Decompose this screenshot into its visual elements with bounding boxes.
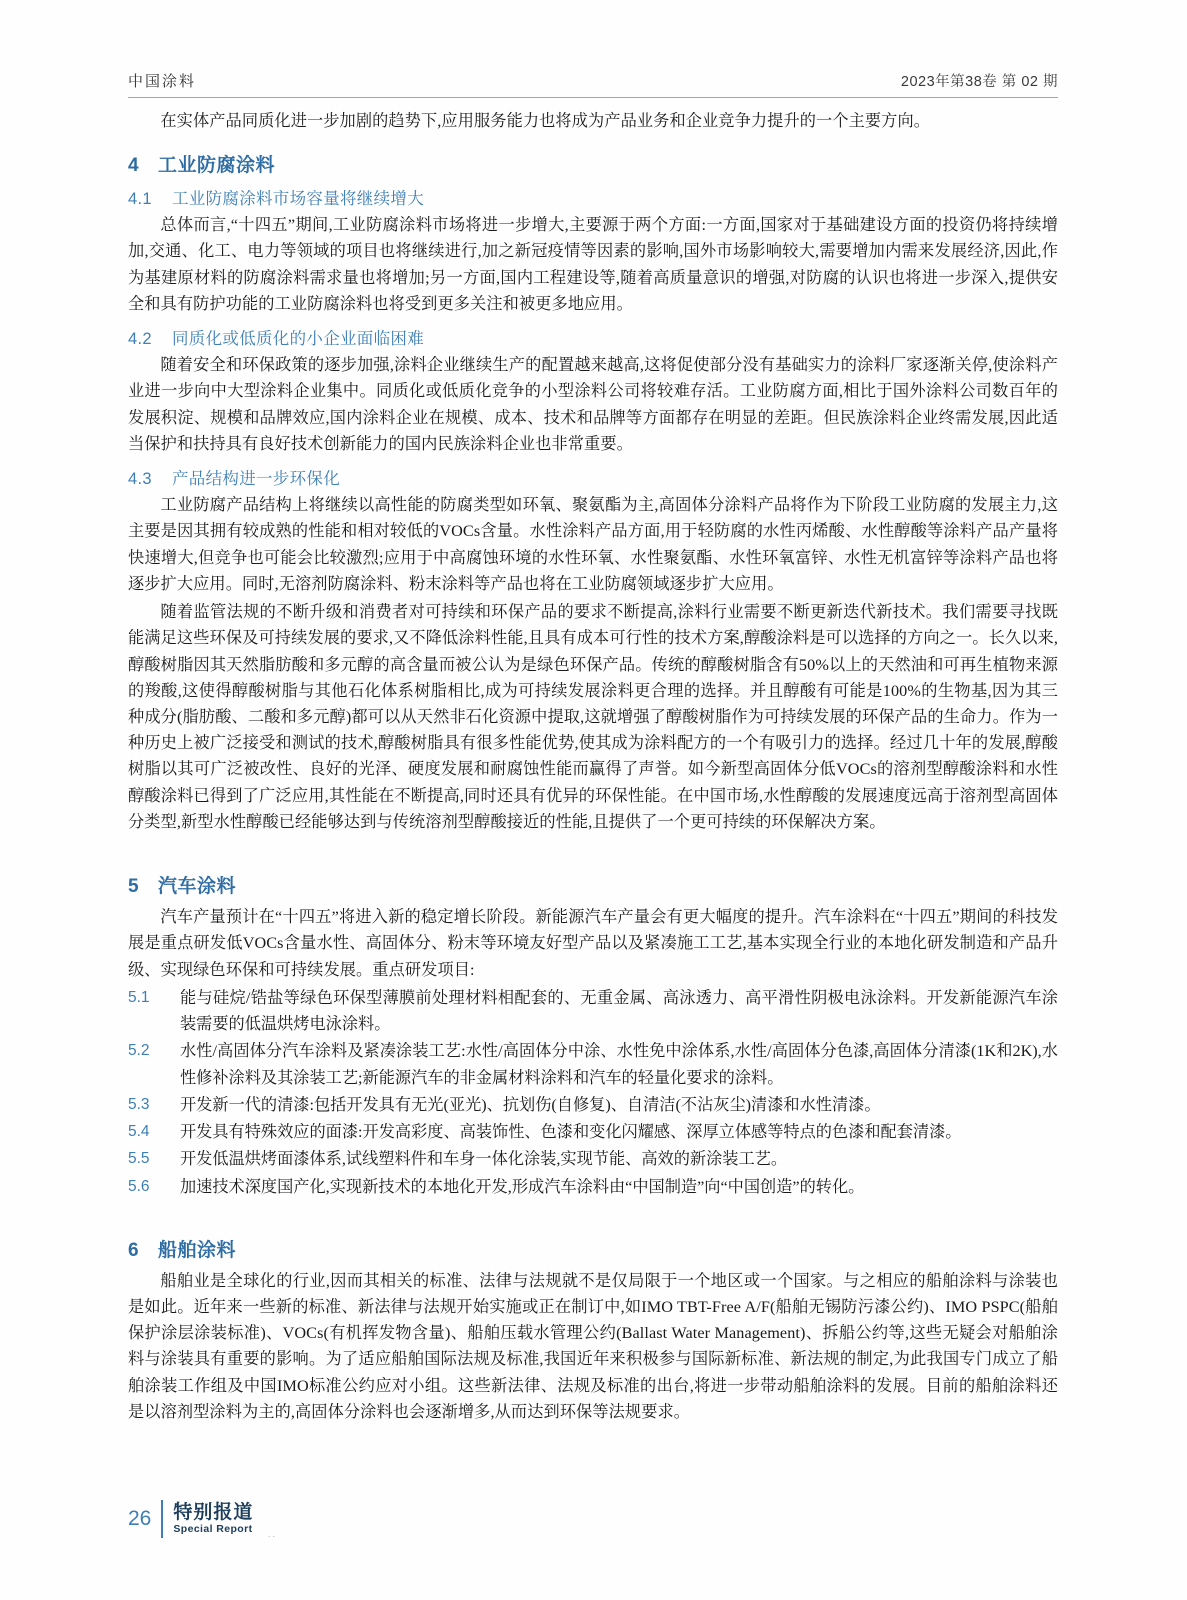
page-number: 26 <box>128 1507 152 1530</box>
list-item-text: 水性/高固体分汽车涂料及紧凑涂装工艺:水性/高固体分中涂、水性免中涂体系,水性/高固体分色漆,高固体分清漆(1K和2K),水性修补涂料及其涂装工艺;新能源汽车的非金属材料涂料和汽车的轻量化要求的涂料。 <box>180 1042 1058 1087</box>
header-rule <box>128 97 1058 98</box>
list-item-number: 5.4 <box>128 1123 150 1141</box>
intro-paragraph: 在实体产品同质化进一步加剧的趋势下,应用服务能力也将成为产品业务和企业竞争力提升的一个主要方向。 <box>160 112 931 130</box>
list-item <box>128 1038 1058 1090</box>
running-header <box>128 70 1058 97</box>
list-item-number: 5.2 <box>128 1042 150 1060</box>
section-number-5: 5 <box>128 876 140 898</box>
paragraph-4-3-1: 工业防腐产品结构上将继续以高性能的防腐类型如环氧、聚氨酯为主,高固体分涂料产品将作为下阶段工业防腐的发展主力,这主要是因其拥有较成熟的性能和相对较低的VOCs含量。水性涂料产品方面,用于轻防腐的水性丙烯酸、水性醇酸等涂料产品产量将快速增大,但竞争也可能会比较激烈;应用于中高腐蚀环境的水性环氧、水性聚氨酯、水性环氧富锌、水性无机富锌等涂料产品也将逐步扩大应用。同时,无溶剂防腐涂料、粉末涂料等产品也将在工业防腐领域逐步扩大应用。 <box>128 496 1058 593</box>
section-title-6: 船舶涂料 <box>158 1239 237 1261</box>
footer-section-en: Special Report <box>173 1522 253 1535</box>
subsection-title-4-3: 产品结构进一步环保化 <box>172 470 340 489</box>
list-item-number: 5.6 <box>128 1177 150 1195</box>
subsection-number-4-3: 4.3 <box>128 470 152 489</box>
list-item <box>128 985 1058 1037</box>
list-item-number: 5.1 <box>128 988 150 1006</box>
subsection-number-4-2: 4.2 <box>128 330 152 349</box>
section-title-4: 工业防腐涂料 <box>158 155 276 177</box>
footer-section-cn: 特别报道 <box>173 1502 254 1524</box>
section-title-5: 汽车涂料 <box>158 876 237 898</box>
list-item-text: 开发低温烘烤面漆体系,试线塑料件和车身一体化涂装,实现节能、高效的新涂装工艺。 <box>180 1150 788 1169</box>
subsection-heading-4-3 <box>128 465 1058 489</box>
paragraph-4-2-1: 随着安全和环保政策的逐步加强,涂料企业继续生产的配置越来越高,这将促使部分没有基础实力的涂料厂家逐渐关停,使涂料产业进一步向中大型涂料企业集中。同质化或低质化竞争的小型涂料公司将较难存活。工业防腐方面,相比于国外涂料公司数百年的发展积淀、规模和品牌效应,国内涂料企业在规模、成本、技术和品牌等方面都存在明显的差距。但民族涂料企业终需发展,因此适当保护和扶持具有良好技术创新能力的国内民族涂料企业也非常重要。 <box>128 356 1058 453</box>
paragraph-4-3-2: 随着监管法规的不断升级和消费者对可持续和环保产品的要求不断提高,涂料行业需要不断更新迭代新技术。我们需要寻找既能满足这些环保及可持续发展的要求,又不降低涂料性能,且具有成本可行性的技术方案,醇酸涂料是可以选择的方向之一。长久以来,醇酸树脂因其天然脂肪酸和多元醇的高含量而被公认为是绿色环保产品。传统的醇酸树脂含有50%以上的天然油和可再生植物来源的羧酸,这使得醇酸树脂与其他石化体系树脂相比,成为可持续发展涂料更合理的选择。并且醇酸有可能是100%的生物基,因为其三种成分(脂肪酸、二酸和多元醇)都可以从天然非石化资源中提取,这就增强了醇酸树脂作为可持续发展的环保产品的生命力。作为一种历史上被广泛接受和测试的技术,醇酸树脂具有很多性能优势,使其成为涂料配方的一个有吸引力的选择。经过几十年的发展,醇酸树脂以其可广泛被改性、良好的光泽、硬度发展和耐腐蚀性能而赢得了声誉。如今新型高固体分低VOCs的溶剂型醇酸涂料和水性醇酸涂料已得到了广泛应用,其性能在不断提高,同时还具有优异的环保性能。在中国市场,水性醇酸的发展速度远高于溶剂型高固体分类型,新型水性醇酸已经能够达到与传统溶剂型醇酸接近的性能,且提供了一个更可持续的环保解决方案。 <box>128 603 1058 831</box>
section-number-6: 6 <box>128 1239 140 1261</box>
issue-info: 2023年第38卷 第 02 期 <box>900 74 1058 90</box>
paragraph-6-1: 船舶业是全球化的行业,因而其相关的标准、法律与法规就不是仅局限于一个地区或一个国家。与之相应的船舶涂料与涂装也是如此。近年来一些新的标准、新法律与法规开始实施或正在制订中,如IMO TBT-Free A/F(船舶无锡防污漆公约)、IMO PSPC(船舶保护涂层涂装标准)、VOCs(有机挥发物含量)、船舶压载水管理公约(Ballast Water Management)、拆船公约等,这些无疑会对船舶涂料与涂装具有重要的影响。为了适应船舶国际法规及标准,我国近年来积极参与国际新标准、新法规的制定,为此我国专门成立了船舶涂装工作组及中国IMO标准公约应对小组。这些新法律、法规及标准的出台,将进一步带动船舶涂料的发展。目前的船舶涂料还是以溶剂型涂料为主的,高固体分涂料也会逐渐增多,从而达到环保等法规要求。 <box>128 1271 1058 1421</box>
section-heading-4 <box>128 150 1058 177</box>
footer-divider <box>161 1500 163 1538</box>
list-item-text: 能与硅烷/锆盐等绿色环保型薄膜前处理材料相配套的、无重金属、高泳透力、高平滑性阴极电泳涂料。开发新能源汽车涂装需要的低温烘烤电泳涂料。 <box>180 988 1058 1034</box>
section-heading-6 <box>128 1235 1058 1262</box>
subsection-number-4-1: 4.1 <box>128 190 152 209</box>
subsection-heading-4-2 <box>128 325 1058 349</box>
paragraph-5-intro: 汽车产量预计在“十四五”将进入新的稳定增长阶段。新能源汽车产量会有更大幅度的提升。汽车涂料在“十四五”期间的科技发展是重点研发低VOCs含量水性、高固体分、粉末等环境友好型产品以及紧凑施工工艺,基本实现全行业的本地化研发制造和产品升级、实现绿色环保和可持续发展。重点研发项目: <box>128 908 1058 979</box>
list-item-text: 加速技术深度国产化,实现新技术的本地化开发,形成汽车涂料由“中国制造”向“中国创造”的转化。 <box>180 1177 865 1196</box>
list-item <box>128 1119 1058 1145</box>
subsection-heading-4-1 <box>128 185 1058 209</box>
list-item <box>128 1092 1058 1118</box>
list-item <box>128 1174 1058 1200</box>
journal-name: 中国涂料 <box>128 74 197 90</box>
page-footer <box>128 1500 253 1538</box>
section-number-4: 4 <box>128 155 140 177</box>
list-item-text: 开发具有特殊效应的面漆:开发高彩度、高装饰性、色漆和变化闪耀感、深厚立体感等特点的色漆和配套清漆。 <box>180 1123 962 1142</box>
paragraph-4-1-1: 总体而言,“十四五”期间,工业防腐涂料市场将进一步增大,主要源于两个方面:一方面,国家对于基础建设方面的投资仍将持续增加,交通、化工、电力等领域的项目也将继续进行,加之新冠疫情等因素的影响,国外市场影响较大,需要增加内需来发展经济,因此,作为基建原材料的防腐涂料需求量也将增加;另一方面,国内工程建设等,随着高质量意识的增强,对防腐的认识也将进一步深入,提供安全和具有防护功能的工业防腐涂料也将受到更多关注和被更多地应用。 <box>128 216 1058 313</box>
section-heading-5 <box>128 871 1058 898</box>
list-item-number: 5.5 <box>128 1150 150 1168</box>
subsection-title-4-2: 同质化或低质化的小企业面临困难 <box>172 330 424 349</box>
list-item-number: 5.3 <box>128 1095 150 1113</box>
list-item <box>128 1146 1058 1172</box>
footer-decoration: .. <box>268 1529 277 1540</box>
page-content <box>128 70 1058 1427</box>
subsection-title-4-1: 工业防腐涂料市场容量将继续增大 <box>172 190 424 209</box>
list-item-text: 开发新一代的清漆:包括开发具有无光(亚光)、抗划伤(自修复)、自清洁(不沾灰尘)清漆和水性清漆。 <box>180 1095 881 1114</box>
